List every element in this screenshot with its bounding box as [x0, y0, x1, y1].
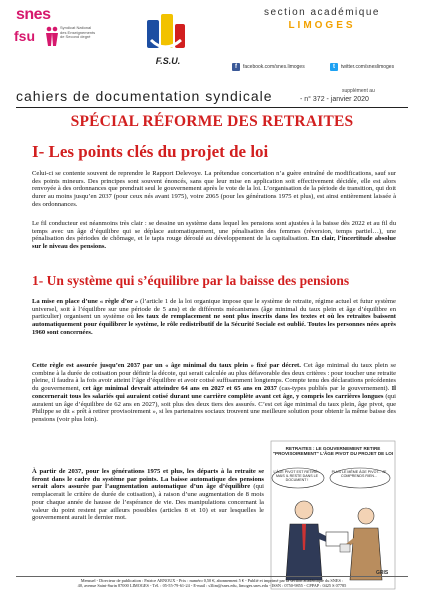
paragraph-intro: Celui-ci se contente souvent de reprendre le Rapport Delevoye. La prétendue concertation n’a guère entraîné de modifications, sauf sur des points mineurs. Des principes sont souvent énoncés, sans que leur mise en application soit effectivement décidée, elle est alors renvoyée à des ordonnances que prendrait seul le gouvernement après le vote de la loi. L’organisation de la période de transition, qui doit durer au moins jusqu’en 2037 (pour ceux nés avant 1975), voire 2065 (pour les générations 1975 et plus), est ainsi entièrement laissée à des ordonnances. — [32, 170, 396, 208]
cartoon-signature: GRIS — [376, 570, 389, 576]
snes-figures-icon — [44, 26, 60, 48]
section-heading-main: I- Les points clés du projet de loi — [32, 142, 269, 161]
snes-subtitle: Syndicat National des Enseignements de Second degré — [60, 25, 96, 40]
facebook-link[interactable] — [232, 62, 305, 72]
fsu-logo-icon — [145, 10, 187, 54]
publication-footer — [16, 578, 408, 589]
cartoon-bubble-left: L'ÂGE PIVOT EST RETIRÉ... MAIS IL RESTE DANS LE DOCUMENT ! — [273, 470, 321, 483]
facebook-icon: f — [232, 63, 240, 71]
supplement-note: supplément au — [342, 88, 375, 94]
section-label: section académique — [264, 7, 380, 18]
section-city: LIMOGES — [288, 20, 356, 31]
fsu-caption: F.S.U. — [155, 56, 181, 66]
special-title: SPÉCIAL RÉFORME DES RETRAITES — [70, 113, 354, 130]
paragraph-regle-or: La mise en place d’une « règle d’or » (l’article 1 de la loi organique impose que le système de retraite, régime actuel et futur système universel, soit à l’équilibre sur une période de 5 ans) et de différents mécanismes (âge minimal du taux plein et âge d’équilibre en particulier) organisent un système où les taux de remplacement ne sont plus inscrits dans les textes et où les retraites baissent automatiquement pour équilibrer le système, le rôle redistributif de la Sécurité Sociale est oublié. Toutes les personnes nées après 1960 sont concernées. — [32, 298, 396, 336]
cartoon-illustration — [270, 440, 396, 590]
page-header — [0, 0, 424, 84]
masthead-title: cahiers de documentation syndicale — [16, 88, 273, 104]
twitter-icon: t — [330, 63, 338, 71]
cartoon-bubble-right: PLUS LE MÊME ÂGE PIVOT... JE COMPRENDS RIEN... — [331, 470, 387, 479]
paragraph-age-minimal: Cette règle est assurée jusqu’en 2037 par un « âge minimal du taux plein » fixé par décret. Cet âge minimal du taux plein se combine à la durée de cotisation pour définir la décote, qui serait calculée au plus défavorable des deux critères : pour toucher une retraite pleine, il faudra à la fois avoir atteint l’âge d’équilibre et avoir cotisé suffisamment longtemps. Compte tenu des déclarations précédentes du gouvernement, cet âge minimal devrait atteindre 64 ans en 2027 et 65 ans en 2037 (cas-types publiés par le gouvernement). Il concernerait tous les salariés qui auraient cotisé durant une carrière complète avant cet âge, y compris les carrières longues (qui auraient un âge d’équilibre de 62 ans en 2027), soit plus des deux tiers des assurés. C’est cet âge minimal du taux plein, âge pivot, que Philippe se dit « prêt à retirer provisoirement », si les partenaires sociaux trouvent une meilleure solution pour obtenir la même baisse des pensions (voir plus loin). — [32, 362, 397, 423]
issue-number: - n° 372 - janvier 2020 — [300, 96, 369, 103]
fsu-logo-text: fsu — [14, 28, 35, 44]
facebook-url[interactable]: facebook.com/snes.limoges — [243, 64, 305, 70]
masthead-divider — [16, 107, 408, 108]
section-heading-sub: 1- Un système qui s’équilibre par la baisse des pensions — [32, 273, 350, 288]
paragraph-fil-conducteur: Le fil conducteur est néanmoins très clair : se dessine un système dans lequel les pensions sont ajustées à la baisse dès 2022 et au fil du temps avec un âge d’équilibre qui se déplace automatiquement, une pénalisation des femmes (réversion, temps partiel…), une pénalisation des périodes de chômage, et le tapis rouge déroulé au développement de la capitalisation. En clair, l’incertitude absolue sur le niveau des pensions. — [32, 220, 396, 251]
footer-line-1: Mensuel - Directeur de publication : Patrice ARNOUX - Prix : numéro 0,50 €, abonnement 5 € - Publié et imprimé par la section académique du SNES : — [80, 578, 344, 583]
footer-divider — [16, 576, 408, 577]
footer-line-2: 40, avenue Saint-Surin 87000 LIMOGES - Tél. : 05-55-79-61-24 - E-mail : s3lim@snes.edu, limoges.snes.edu - ISSN : 0750-9855 - CPPAP : 0425 S 07785 — [77, 583, 347, 589]
snes-logo: snes — [16, 6, 51, 23]
twitter-link[interactable] — [330, 62, 394, 72]
twitter-url[interactable]: twitter.com/sneslimoges — [341, 64, 395, 70]
cartoon-title: RETRAITES : LE GOUVERNEMENT RETIRE "PROVISOIREMENT" L'ÂGE PIVOT DU PROJET DE LOI — [272, 446, 394, 457]
paragraph-2037: À partir de 2037, pour les générations 1975 et plus, les départs à la retraite se feront dans le cadre du système par points. La baisse automatique des pensions serait alors assurée par l’augmentation automatique d’un âge d’équilibre (qui remplacerait le critère de durée de cotisation), à raison d’une augmentation de 8 mois pour chaque année de hausse de l’espérance de vie. Des manipulations concernant la valeur du point restent par ailleurs possibles (articles 8 et 10) et sur lesquelles le gouvernement aurait le dernier mot. — [32, 468, 264, 522]
